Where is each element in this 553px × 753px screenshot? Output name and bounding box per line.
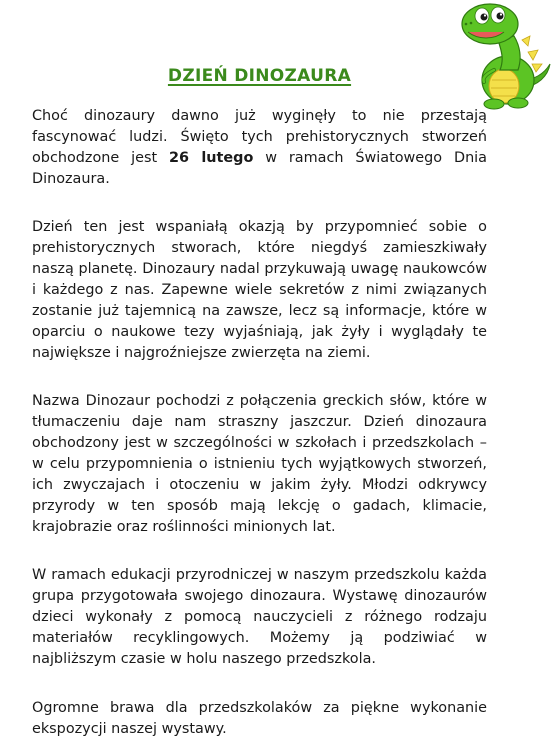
paragraph-exhibition: W ramach edukacji przyrodniczej w naszym przedszkolu każda grupa przygotowała swojego dinozaura. Wystawę dinozaurów dzieci wykonały z pomocą nauczycieli z różnego rodzaju materiałów recyklingowych. Możemy ją podziwiać w najbliższym czasie w holu naszego przedszkola. xyxy=(32,567,487,667)
paragraph-intro-end: w ramach Światowego Dnia Dinozaura. xyxy=(32,150,488,187)
dinosaur-icon xyxy=(452,0,552,112)
page-title: DZIEŃ DINOZAURA xyxy=(167,66,352,86)
paragraph-occasion: Dzień ten jest wspaniałą okazją by przypomnieć sobie o prehistorycznych stworach, które niegdyś zamieszkiwały naszą planetę. Dinozaury nadal przykuwają uwagę naukowców i każdego z nas. Zapewne wiele sekretów z nimi związanych zostanie już tajemnicą na zawsze, lecz są informacje, które w oparciu o naukowe tezy wyjaśniają, jak żyły i wyglądały te największe i najgroźniejsze zwierzęta na ziemi. xyxy=(32,219,487,361)
paragraph-intro-start: Choć dinozaury dawno już wyginęły to nie przestają fascynować ludzi. Święto tych prehistorycznych stworzeń obchodzone jest xyxy=(32,108,487,166)
date-highlight: 26 lutego xyxy=(169,150,254,166)
paragraph-intro xyxy=(32,106,487,190)
paragraph-name-origin: Nazwa Dinozaur pochodzi z połączenia greckich słów, które w tłumaczeniu daje nam straszny jaszczur. Dzień dinozaura obchodzony jest w szczególności w szkołach i przedszkolach – w celu przypomnienia o istnieniu tych wyjątkowych stworzeń, ich zwyczajach i otoczeniu w jakim żyły. Młodzi odkrywcy przyrody w ten sposób mają lekcję o gadach, klimacie, krajobrazie oraz roślinności minionych lat. xyxy=(32,393,487,535)
article-body xyxy=(32,106,487,753)
paragraph-closing: Ogromne brawa dla przedszkolaków za piękne wykonanie ekspozycji naszej wystawy. xyxy=(32,700,487,737)
